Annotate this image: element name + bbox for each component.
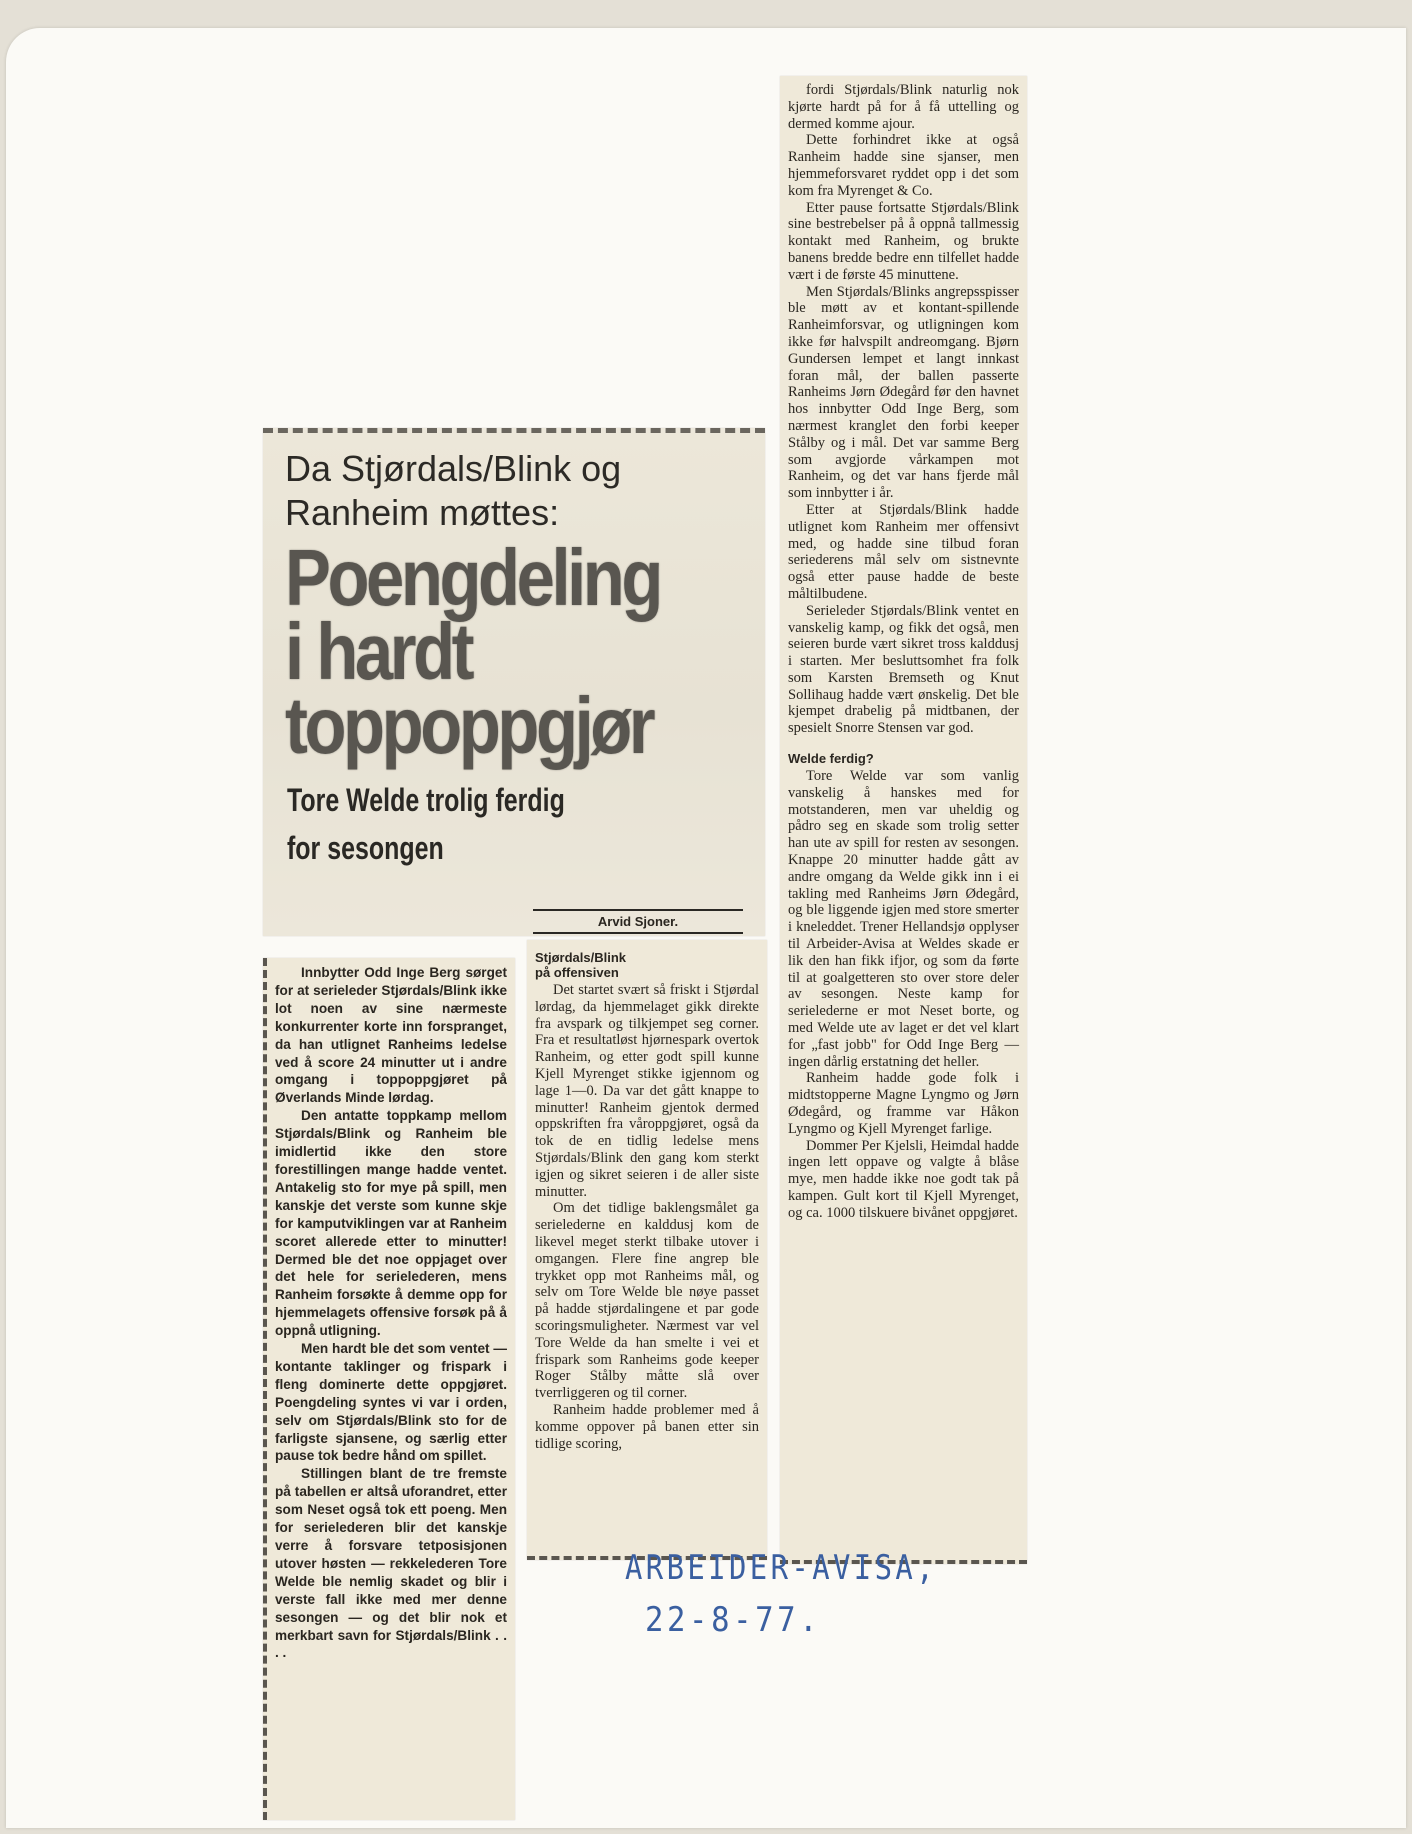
headline-block (263, 428, 765, 936)
main-headline-line-3: toppoppgjør (285, 681, 653, 770)
handwritten-source: ARBEIDER-AVISA, (625, 1548, 937, 1588)
lead-paragraph: Innbytter Odd Inge Berg sørget for at serieleder Stjørdals/Blink ikke lot noen av sine nærmeste konkurrenter korte inn forspranget, da han utlignet Ranheims ledelse ved å score 24 minutter ut i andre omgang i toppoppgjøret på Øverlands Minde lørdag. (275, 965, 507, 1106)
lead-paragraph: Den antatte toppkamp mellom Stjørdals/Blink og Ranheim ble imidlertid ikke den store forestillingen mange hadde ventet. Antakelig sto for mye på spill, men kanskje det verste som kunne skje for kamputviklingen var at Ranheim scoret allerede etter to minutter! Dermed ble det noe oppjaget over det hele for serielederen, mens Ranheim forsøkte å demme opp for hjemmelagets offensive forsøk på å oppnå utligning. (275, 1108, 507, 1339)
lead-paragraph: Men hardt ble det som ventet — kontante taklinger og frispark i fleng dominerte dette oppgjøret. Poengdeling syntes vi var i orden, selv om Stjørdals/Blink sto for de farligste sjansene, og særlig etter pause tok bedre hånd om spillet. (275, 1341, 507, 1464)
deck-line-2: for sesongen (287, 830, 444, 866)
right-column (780, 76, 1027, 1564)
body-paragraph: Det startet svært så friskt i Stjørdal lørdag, da hjemmelaget gikk direkte fra avspark og tilkjempet seg corner. Fra et resultatløst hjørnespark overtok Ranheim, og etter godt spill kunne Kjell Myrenget stikke igjennom og lage 1—0. Da var det gått knappe to minutter! Ranheim gjentok dermed oppskriften fra våroppgjøret, også da tok de en tidlig ledelse mens Stjørdals/Blink den gang kom sterkt igjen og sikret seieren i de aller siste minutter. (535, 982, 759, 1200)
middle-subhead (535, 950, 759, 980)
right-subhead: Welde ferdig? (788, 751, 874, 767)
body-paragraph: Dommer Per Kjelsli, Heimdal hadde ingen lett oppave og valgte å blåse mye, men hadde ikke noe godt tak på kampen. Gult kort til Kjell Myrenget, og ca. 1000 tilskuere bivånet oppgjøret. (788, 1137, 1019, 1221)
lead-paragraph: Stillingen blant de tre fremste på tabellen er altså uforandret, etter som Neset også tok ett poeng. Men for serielederen blir det kanskje verre å forsvare tetposisjonen utover høsten — rekkelederen Tore Welde ble nemlig skadet og blir i verste fall ikke med mer denne sesongen — og det blir nok et merkbart savn for Stjørdals/Blink . . . . (275, 1466, 507, 1661)
middle-subhead-line-2: på offensiven (535, 965, 619, 980)
byline: Arvid Sjoner. (533, 909, 743, 934)
middle-column (527, 940, 767, 1560)
middle-subhead-line-1: Stjørdals/Blink (535, 950, 627, 965)
kicker-line-1: Da Stjørdals/Blink og (285, 448, 622, 489)
main-headline-line-2: i hardt (285, 607, 472, 696)
body-paragraph: Etter at Stjørdals/Blink hadde utlignet kom Ranheim mer offensivt med, og hadde sine tilbud foran seriederens mål selv om sistnevnte også etter pause hadde de beste måltilbudene. (788, 501, 1019, 602)
body-paragraph: Ranheim hadde problemer med å komme oppover på banen etter sin tidlige scoring, (535, 1401, 759, 1452)
handwritten-date: 22-8-77. (645, 1600, 822, 1640)
body-paragraph: Serieleder Stjørdals/Blink ventet en vanskelig kamp, og fikk det også, men seieren burde vært sikret tross kalddusj i starten. Mer besluttsomhet fra folk som Karsten Bremseth og Knut Sollihaug hadde vært ønskelig. Det ble kjempet drabelig på midtbanen, der spesielt Snorre Stensen var god. (788, 602, 1019, 737)
deck-line-1: Tore Welde trolig ferdig (287, 782, 565, 818)
body-paragraph: Etter pause fortsatte Stjørdals/Blink sine bestrebelser på å oppnå tallmessig kontakt med Ranheim, og brukte banens bredde bedre enn tilfellet hadde vært i de første 45 minuttene. (788, 199, 1019, 283)
body-paragraph: Tore Welde var som vanlig vanskelig å hanskes med for motstanderen, men var uheldig og pådro seg en skade som trolig setter han ute av spill for resten av sesongen. Knappe 20 minutter hadde gått av andre omgang da Welde gikk inn i ei takling med Ranheims Jørn Ødegård, og ble liggende igjen med store smerter i kneleddet. Trener Hellandsjø opplyser til Arbeider-Avisa at Weldes skade er lik den han fikk ifjor, og som da førte til at goalgetteren sto over store deler av sesongen. Neste kamp for serielederne er mot Neset borte, og med Welde ute av laget er det vel klart for „fast jobb" for Odd Inge Berg — ingen dårlig erstatning det heller. (788, 768, 1019, 1070)
body-paragraph: Ranheim hadde gode folk i midtstopperne Magne Lyngmo og Jørn Ødegård, og framme var Håkon Lyngmo og Kjell Myrenget farlige. (788, 1070, 1019, 1137)
body-paragraph: Dette forhindret ikke at også Ranheim hadde sine sjanser, men hjemmeforsvaret ryddet opp i det som kom fra Myrenget & Co. (788, 132, 1019, 199)
main-headline-line-1: Poengdeling (285, 533, 660, 622)
body-paragraph: Men Stjørdals/Blinks angrepsspisser ble møtt av et kontant-spillende Ranheimforsvar, og utligningen kom ikke før halvspilt andreomgang. Bjørn Gundersen lempet et langt innkast foran mål, der ballen passerte Ranheims Jørn Ødegård før den havnet hos innbytter Odd Inge Berg, som nærmest kranglet den forbi keeper Stålby og i mål. Det var samme Berg som avgjorde vårkampen mot Ranheim, og det var hans fjerde mål som innbytter i år. (788, 283, 1019, 502)
body-paragraph: fordi Stjørdals/Blink naturlig nok kjørte hardt på for å få uttelling og dermed komme ajour. (788, 82, 1019, 132)
body-paragraph: Om det tidlige baklengsmålet ga serielederne en kalddusj kom de likevel meget sterkt tilbake utover i omgangen. Flere fine angrep ble trykket opp mot Ranheims mål, og selv om Tore Welde ble nøye passet på hadde stjørdalingene et par gode scoringsmuligheter. Nærmest var vel Tore Welde da han smelte i vei et frispark som Ranheims gode keeper Roger Stålby måtte slå over tverrliggeren og til corner. (535, 1200, 759, 1402)
lead-column (263, 958, 515, 1820)
kicker-line-2: Ranheim møttes: (285, 492, 560, 533)
